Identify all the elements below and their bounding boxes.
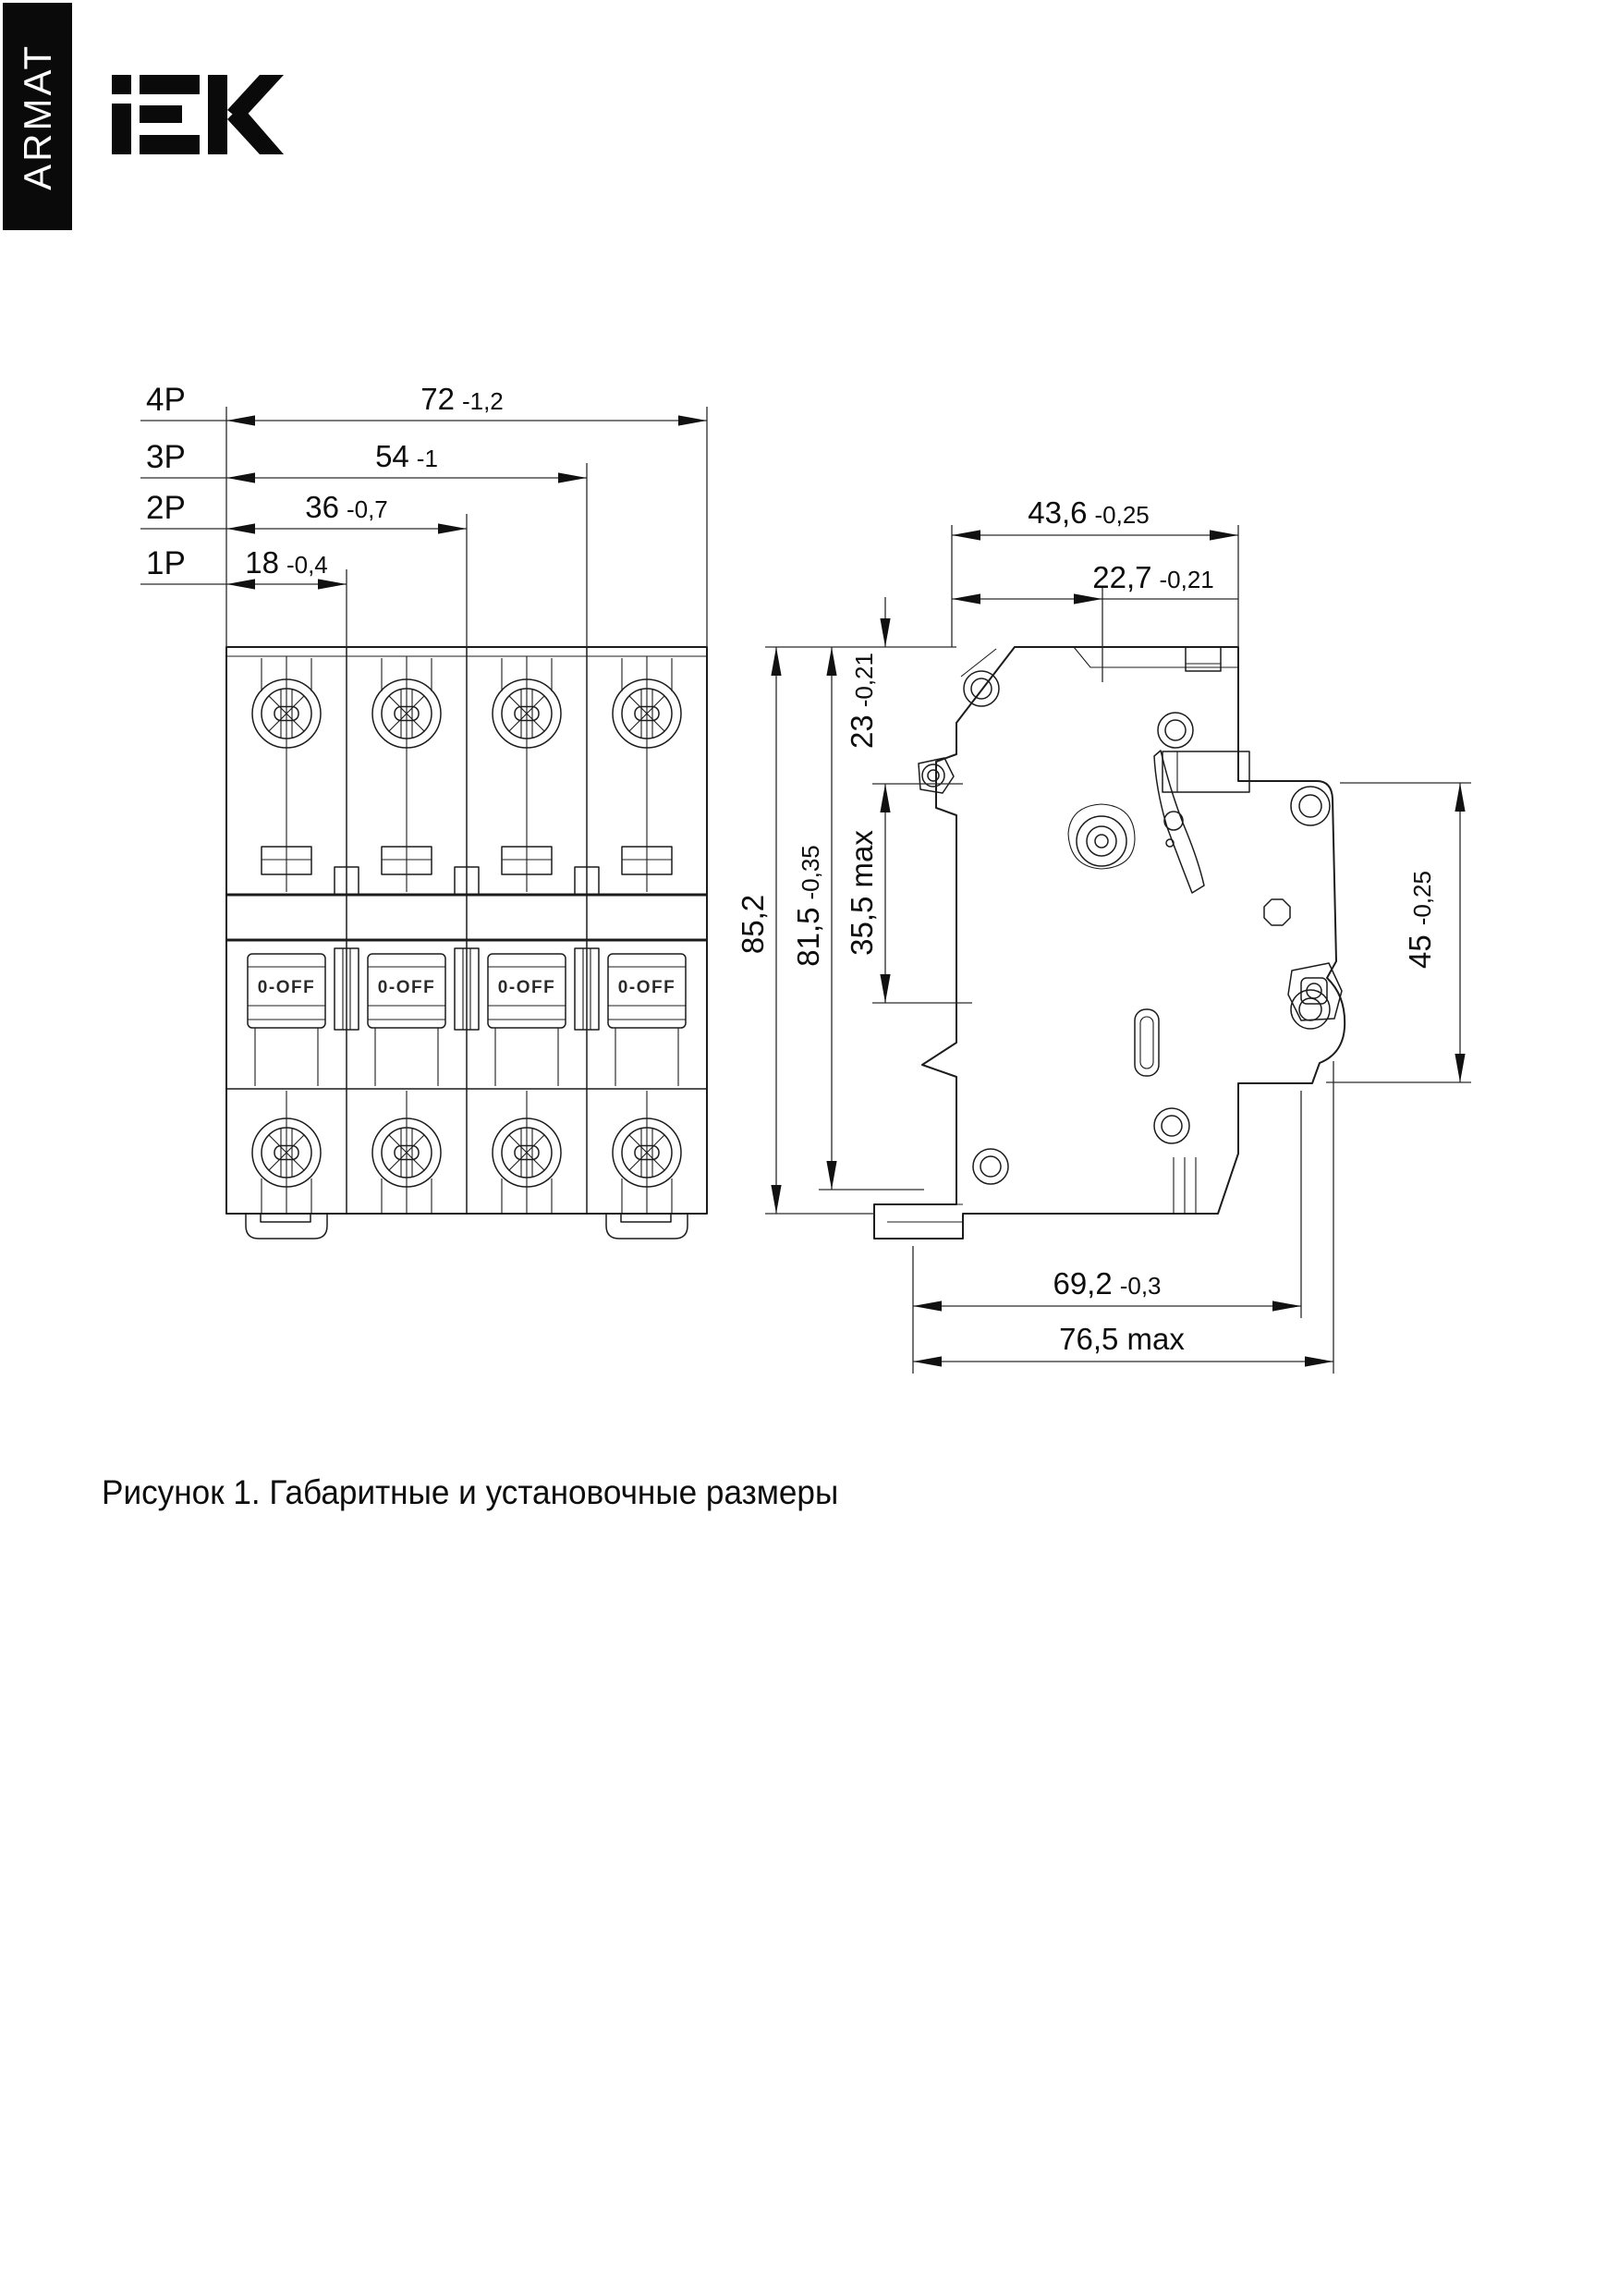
toggle-label: 0-OFF (617, 978, 676, 997)
latch-lever (1154, 751, 1204, 893)
dim-overall-height: 85,2 (736, 894, 770, 955)
dim-width-2p: 36 -0,7 (305, 490, 388, 524)
case-rivets (964, 671, 1330, 1184)
hex-hole (1264, 899, 1290, 925)
pole-count-2p: 2P (146, 490, 186, 526)
bottom-slot (1135, 1009, 1159, 1076)
dim-max-depth: 76,5 max (1059, 1322, 1185, 1356)
pole-module (248, 656, 325, 1214)
dim-mounting-height: 81,5-0,35 (791, 845, 825, 967)
dim-top-width: 43,6 -0,25 (1028, 495, 1150, 530)
dim-width-4p: 72 -1,2 (420, 382, 504, 416)
dim-top-to-rail: 23-0,21 (845, 653, 879, 749)
pole-count-3p: 3P (146, 439, 186, 475)
front-view (226, 647, 707, 1239)
toggle-label: 0-OFF (377, 978, 436, 997)
pole-count-4p: 4P (146, 382, 186, 418)
dim-terminal-width: 22,7 -0,21 (1092, 560, 1214, 594)
side-body-outline (874, 647, 1345, 1239)
toggle-label: 0-OFF (497, 978, 556, 997)
dim-front-height: 45-0,25 (1403, 871, 1437, 969)
din-mount-tab (246, 1214, 327, 1239)
toggle-label: 0-OFF (257, 978, 316, 997)
side-dimensions (736, 495, 1471, 1374)
front-dimensions (140, 382, 707, 647)
figure-caption: Рисунок 1. Габаритные и установочные размеры (102, 1473, 839, 1511)
pole-count-1p: 1P (146, 545, 186, 581)
series-label: ARMAT (15, 43, 59, 190)
pole-module (368, 656, 445, 1214)
pole-module (488, 656, 566, 1214)
dim-width-3p: 54 -1 (375, 439, 438, 473)
dim-handle-protrusion: 35,5 max (845, 830, 879, 956)
side-view (874, 647, 1345, 1239)
dim-width-1p: 18 -0,4 (245, 545, 328, 580)
dim-mounting-depth: 69,2 -0,3 (1053, 1266, 1162, 1301)
pole-module (608, 656, 686, 1214)
terminal-opening (1163, 751, 1249, 792)
din-mount-tab (606, 1214, 688, 1239)
din-clip-knob (1288, 963, 1342, 1020)
